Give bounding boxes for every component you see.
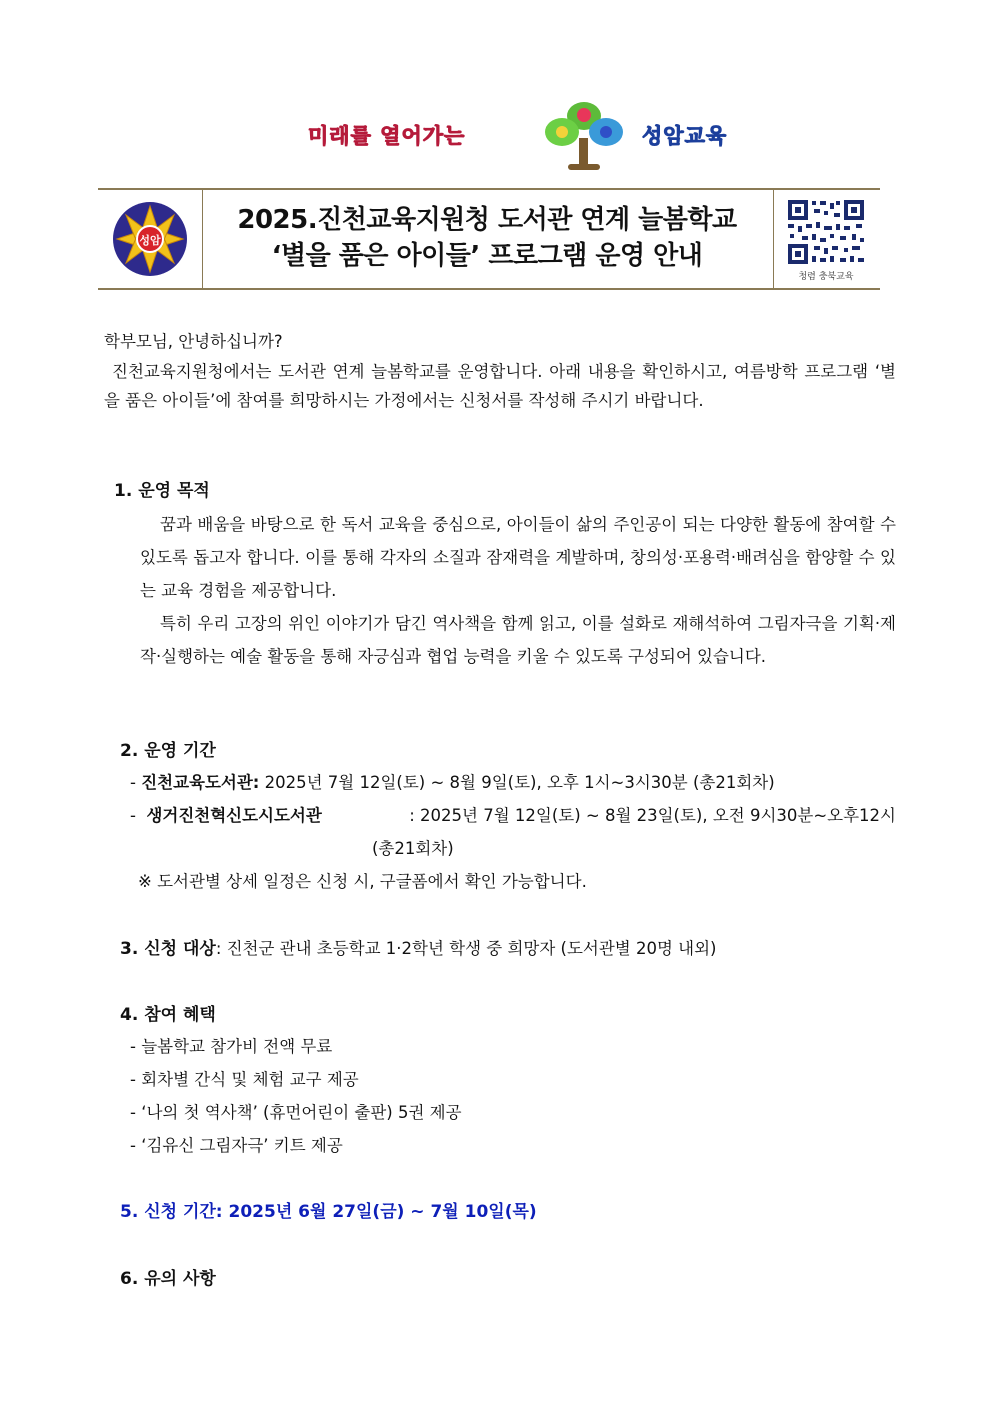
slogan-right-text: 성암교육 [642, 124, 728, 148]
title-line-2: ‘별을 품은 아이들’ 프로그램 운영 안내 [271, 241, 703, 271]
qr-caption: 청렴 충북교육 [798, 272, 854, 282]
greeting: 학부모님, 안녕하십니까? [104, 332, 283, 351]
tree-logo-icon [532, 100, 638, 172]
section-3-heading: 3. 신청 대상 [120, 939, 216, 959]
section-5-application-period: 5. 신청 기간: 2025년 6월 27일(금) ~ 7월 10일(목) [120, 1202, 537, 1222]
library-1-schedule: - 진천교육도서관: 2025년 7월 12일(토) ~ 8월 9일(토), 오후 1시~3시30분 (총21회차) [130, 773, 775, 792]
section-3 [120, 934, 716, 964]
section-6-heading: 6. 유의 사항 [120, 1269, 216, 1289]
schedule-note: ※ 도서관별 상세 일정은 신청 시, 구글폼에서 확인 가능합니다. [138, 872, 587, 891]
qr-code[interactable] [784, 198, 868, 280]
section-4-heading: 4. 참여 혜택 [120, 1005, 216, 1025]
library-1-detail: 2025년 7월 12일(토) ~ 8월 9일(토), 오후 1시~3시30분 (총21회차) [259, 773, 775, 792]
library-2-name: 생거진천혁신도시도서관 [146, 806, 322, 825]
benefit-item: - 회차별 간식 및 체험 교구 제공 [130, 1070, 359, 1089]
qr-code-icon [784, 198, 868, 268]
slogan-left-text: 미래를 열어가는 [308, 124, 466, 148]
section-1-body [140, 508, 896, 673]
page-title [206, 202, 768, 274]
library-2-sessions: (총21회차) [372, 839, 454, 858]
school-emblem-icon [106, 200, 194, 278]
benefit-item: - 늘봄학교 참가비 전액 무료 [130, 1037, 333, 1056]
library-1-name: 진천교육도서관: [141, 773, 260, 792]
header-divider-left [202, 190, 203, 288]
section-1-heading: 1. 운영 목적 [114, 481, 210, 501]
emblem-text: 성암 [139, 234, 161, 247]
section-3-detail: : 진천군 관내 초등학교 1·2학년 학생 중 희망자 (도서관별 20명 내외) [215, 939, 717, 958]
library-2-detail: : 2025년 7월 12일(토) ~ 8월 23일(토), 오전 9시30분~오후12시 [409, 806, 896, 825]
section-1-para-1: 꿈과 배움을 바탕으로 한 독서 교육을 중심으로, 아이들이 삶의 주인공이 되는 다양한 활동에 참여할 수 있도록 돕고자 합니다. 이를 통해 각자의 소질과 잠재력을 계발하며, 창의성·포용력·배려심을 함양할 수 있는 교육 경험을 제공합니다. [140, 515, 896, 600]
header-divider-right [773, 190, 774, 288]
section-1-para-2: 특히 우리 고장의 위인 이야기가 담긴 역사책을 함께 읽고, 이를 설화로 재해석하여 그림자극을 기획·제작·실행하는 예술 활동을 통해 자긍심과 협업 능력을 키울 수 있도록 구성되어 있습니다. [140, 614, 896, 666]
intro-section [104, 327, 896, 415]
title-line-1: 2025.진천교육지원청 도서관 연계 늘봄학교 [237, 205, 737, 235]
section-2-heading: 2. 운영 기간 [120, 741, 216, 761]
slogan-banner [300, 100, 760, 172]
benefit-item: - ‘나의 첫 역사책’ (휴먼어린이 출판) 5권 제공 [130, 1103, 462, 1122]
library-2-schedule: - 생거진천혁신도시도서관 : 2025년 7월 12일(토) ~ 8월 23일(토), 오전 9시30분~오후12시 [130, 801, 896, 831]
header-box [98, 188, 880, 290]
intro-paragraph: 진천교육지원청에서는 도서관 연계 늘봄학교를 운영합니다. 아래 내용을 확인하시고, 여름방학 프로그램 ‘별을 품은 아이들’에 참여를 희망하시는 가정에서는 신청서를 작성해 주시기 바랍니다. [104, 362, 896, 410]
benefit-item: - ‘김유신 그림자극’ 키트 제공 [130, 1136, 343, 1155]
